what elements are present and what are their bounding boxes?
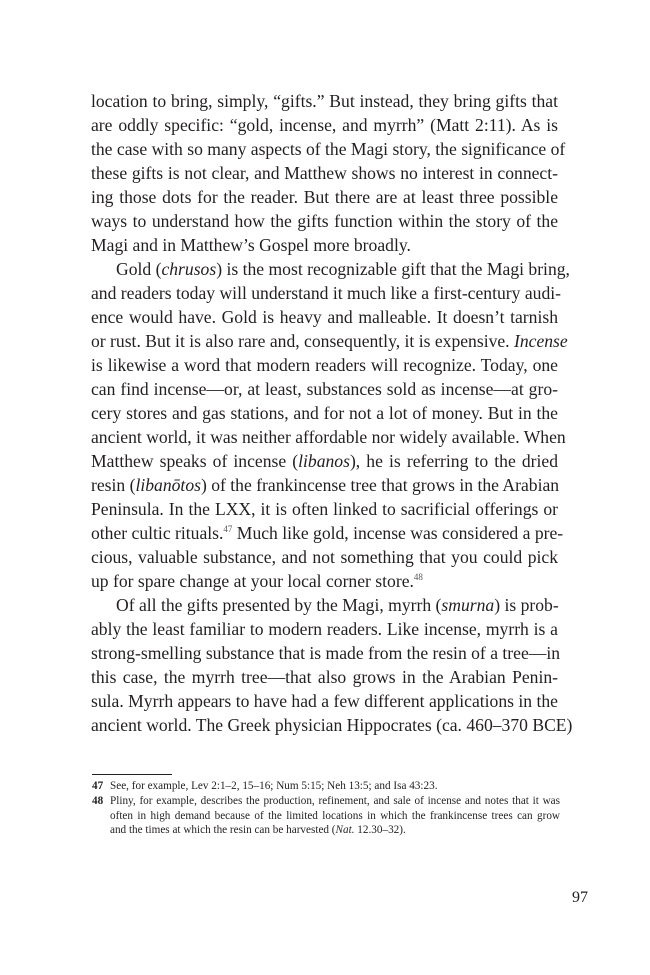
footnote-ref-47[interactable]: 47 bbox=[223, 524, 233, 534]
text-line: ence would have. Gold is heavy and malleable. It doesn’t tarnish bbox=[91, 307, 558, 327]
citation-abbrev: Nat. bbox=[335, 824, 355, 836]
page-number: 97 bbox=[572, 889, 588, 906]
text-line: are oddly specific: “gold, incense, and myrrh” (Matt 2:11). As is bbox=[91, 115, 558, 135]
text-line: cery stores and gas stations, and for not a lot of money. But in the bbox=[91, 403, 558, 423]
text-line: ably the least familiar to modern readers. Like incense, myrrh is a bbox=[91, 619, 558, 639]
text-line: or rust. But it is also rare and, consequently, it is expensive. Incense bbox=[91, 331, 568, 351]
greek-term: libanos bbox=[298, 451, 350, 471]
footnote-divider bbox=[92, 774, 172, 775]
text-line: Magi and in Matthew’s Gospel more broadly. bbox=[91, 235, 411, 255]
text-line: ing those dots for the reader. But there are at least three possible bbox=[91, 187, 558, 207]
footnote-text: often in high demand because of the limited locations in which the frankincense trees can grow bbox=[110, 809, 560, 822]
text-line: these gifts is not clear, and Matthew shows no interest in connect- bbox=[91, 163, 558, 183]
greek-term: smurna bbox=[441, 595, 495, 615]
text-line: Peninsula. In the LXX, it is often linked to sacrificial offerings or bbox=[91, 499, 558, 519]
text-line: Matthew speaks of incense (libanos), he is referring to the dried bbox=[91, 451, 558, 471]
text-line: up for spare change at your local corner store.$^{48}$ bbox=[91, 571, 423, 591]
text-line: can find incense—or, at least, substances sold as incense—at gro- bbox=[91, 379, 558, 399]
text-line: ancient world, it was neither affordable nor widely available. When bbox=[91, 427, 566, 447]
text-line: ways to understand how the gifts function within the story of the bbox=[91, 211, 558, 231]
text-line: strong-smelling substance that is made from the resin of a tree—in bbox=[91, 643, 561, 663]
text-line: this case, the myrrh tree—that also grows in the Arabian Penin- bbox=[91, 667, 558, 687]
greek-term: libanōtos bbox=[135, 475, 201, 495]
text-line: Gold (chrusos) is the most recognizable gift that the Magi bring, bbox=[116, 259, 570, 279]
text-line: Of all the gifts presented by the Magi, myrrh (smurna) is prob- bbox=[116, 595, 559, 615]
text-line: cious, valuable substance, and not something that you could pick bbox=[91, 547, 558, 567]
text-line: ancient world. The Greek physician Hippocrates (ca. 460–370 BCE) bbox=[91, 715, 573, 735]
text-line: other cultic rituals.$^{47}$ Much like gold, incense was considered a pre- bbox=[91, 523, 564, 543]
text-line: and readers today will understand it much like a first-century audi- bbox=[91, 283, 561, 303]
footnote-number: 47 bbox=[92, 780, 104, 792]
text-line: the case with so many aspects of the Magi story, the significance of bbox=[91, 139, 566, 159]
text-line: location to bring, simply, “gifts.” But instead, they bring gifts that bbox=[91, 91, 558, 111]
footnote-ref-48[interactable]: 48 bbox=[413, 572, 423, 582]
footnote-number: 48 bbox=[92, 795, 104, 807]
text-line: is likewise a word that modern readers will recognize. Today, one bbox=[91, 355, 558, 375]
greek-term: chrusos bbox=[161, 259, 217, 279]
text-line: resin (libanōtos) of the frankincense tree that grows in the Arabian bbox=[91, 475, 560, 495]
text-line: sula. Myrrh appears to have had a few different applications in the bbox=[91, 691, 558, 711]
footnote-text: Pliny, for example, describes the production, refinement, and sale of incense and notes that it was bbox=[110, 795, 560, 807]
footnote-text: and the times at which the resin can be harvested (Nat. 12.30–32). bbox=[110, 824, 406, 836]
emphasis-term: Incense bbox=[513, 331, 568, 351]
footnote-text: See, for example, Lev 2:1–2, 15–16; Num 5:15; Neh 13:5; and Isa 43:23. bbox=[110, 780, 438, 792]
